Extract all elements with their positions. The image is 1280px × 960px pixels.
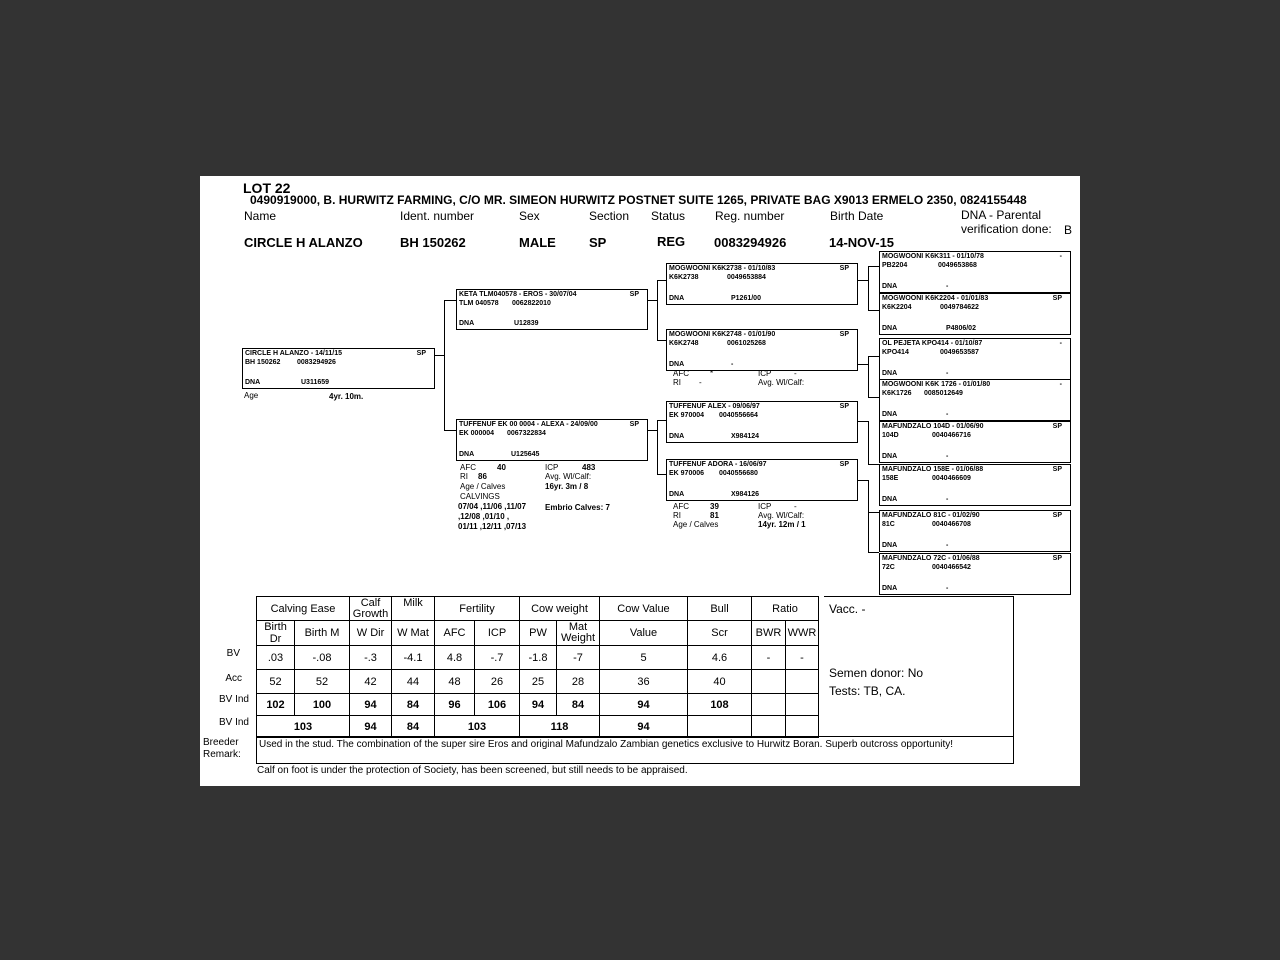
label-ident: Ident. number bbox=[400, 209, 475, 223]
dam-ri-label: RI bbox=[460, 472, 468, 481]
bv-row bbox=[257, 646, 819, 670]
acc-cell bbox=[786, 670, 819, 694]
bv-cell: -7 bbox=[557, 646, 600, 670]
box-dna-label: DNA bbox=[882, 584, 898, 592]
box-dna-value: - bbox=[946, 452, 949, 460]
box-dna-value: - bbox=[946, 410, 949, 418]
box-dna-value: P1261/00 bbox=[731, 294, 761, 302]
row-label-bv: BV bbox=[226, 648, 240, 659]
bv-cell: -.3 bbox=[350, 646, 392, 670]
sub-header-cell: WWR bbox=[786, 621, 819, 646]
box-title: MAFUNDZALO 81C - 01/02/90 bbox=[882, 512, 980, 519]
label-sex: Sex bbox=[519, 209, 540, 223]
side-panel bbox=[824, 596, 1014, 737]
box-reg: 0049653868 bbox=[938, 262, 977, 269]
sub-header-cell: Scr bbox=[688, 621, 752, 646]
box-reg: 0040466708 bbox=[932, 521, 971, 528]
pedigree-box-dam bbox=[456, 419, 648, 461]
pedigree-sheet bbox=[200, 176, 1080, 786]
sd-wcalf-label: Avg. Wl/Calf: bbox=[758, 378, 805, 387]
box-title: MOGWOONI K6K 1726 - 01/01/80 bbox=[882, 381, 991, 388]
label-section: Section bbox=[589, 209, 630, 223]
box-title: MAFUNDZALO 104D - 01/06/90 bbox=[882, 423, 984, 430]
box-ident: K6K2748 bbox=[669, 340, 699, 347]
box-dna-label: DNA bbox=[669, 360, 685, 368]
connector bbox=[444, 300, 445, 430]
sub-header-cell: Birth M bbox=[295, 621, 350, 646]
box-dna-label: DNA bbox=[882, 282, 898, 290]
pedigree-box-subject bbox=[242, 348, 435, 389]
box-section: SP bbox=[1052, 423, 1062, 430]
box-ident: BH 150262 bbox=[245, 359, 281, 366]
connector bbox=[434, 355, 444, 356]
box-title: TUFFENUF ADORA - 16/06/97 bbox=[669, 461, 767, 468]
bvind-cell: 102 bbox=[257, 694, 295, 716]
breeder-label: Breeder bbox=[203, 737, 239, 748]
box-reg: 0040466716 bbox=[932, 432, 971, 439]
dam-ri: 86 bbox=[478, 472, 487, 481]
box-dna-value: U311659 bbox=[301, 378, 330, 386]
box-dna-label: DNA bbox=[882, 410, 898, 418]
connector bbox=[647, 430, 657, 431]
box-reg: 0067322834 bbox=[507, 430, 546, 437]
dd-age-calves: 14yr. 12m / 1 bbox=[758, 520, 806, 529]
connector bbox=[868, 397, 879, 398]
connector bbox=[657, 420, 658, 474]
bvind-cell: 100 bbox=[295, 694, 350, 716]
group-calf-growth: Calf Growth bbox=[350, 597, 392, 621]
dd-afc: 39 bbox=[710, 502, 719, 511]
box-dna-value: - bbox=[946, 369, 949, 377]
bvind-group-cell: 94 bbox=[350, 716, 392, 738]
dam-afc: 40 bbox=[497, 463, 506, 472]
box-section: SP bbox=[1052, 555, 1062, 562]
box-ident: EK 000004 bbox=[459, 430, 495, 437]
pedigree-box-sire-dam bbox=[666, 329, 858, 371]
bv-cell: - bbox=[752, 646, 786, 670]
sub-header-row bbox=[257, 621, 819, 646]
dam-calvings-3: 01/11 ,12/11 ,07/13 bbox=[458, 522, 527, 531]
pedigree-box-dam-dam bbox=[666, 459, 858, 501]
connector bbox=[868, 356, 879, 357]
sd-icp: - bbox=[794, 369, 797, 378]
box-section: SP bbox=[1052, 466, 1062, 473]
box-dna-value: - bbox=[946, 282, 949, 290]
sub-header-cell: W Mat bbox=[392, 621, 435, 646]
dam-age-calves-label: Age / Calves bbox=[460, 482, 506, 491]
box-reg: 0049653884 bbox=[727, 274, 766, 281]
animal-birth: 14-NOV-15 bbox=[829, 235, 895, 250]
sub-header-cell: Birth Dr bbox=[257, 621, 295, 646]
box-reg: 0085012649 bbox=[924, 390, 963, 397]
bvind-cell: 94 bbox=[520, 694, 557, 716]
animal-status: REG bbox=[657, 234, 686, 249]
bvind-cell: 106 bbox=[475, 694, 520, 716]
connector bbox=[444, 430, 456, 431]
box-reg: 0083294926 bbox=[297, 359, 336, 366]
connector bbox=[858, 480, 868, 481]
acc-row bbox=[257, 670, 819, 694]
connector bbox=[868, 421, 869, 464]
box-dna-label: DNA bbox=[882, 541, 898, 549]
label-dna-parental: DNA - Parental bbox=[961, 208, 1042, 222]
group-milk: Milk bbox=[392, 597, 435, 621]
dam-icp-label: ICP bbox=[545, 463, 559, 472]
box-title: MAFUNDZALO 72C - 01/06/88 bbox=[882, 555, 980, 562]
box-reg: 0040556680 bbox=[719, 470, 758, 477]
pedigree-box-ggp-4 bbox=[879, 379, 1071, 421]
label-reg: Reg. number bbox=[715, 209, 785, 223]
pedigree-box-ggp-3 bbox=[879, 338, 1071, 380]
pedigree-box-ggp-7 bbox=[879, 510, 1071, 552]
bv-cell: -.7 bbox=[475, 646, 520, 670]
connector bbox=[444, 300, 456, 301]
box-title: OL PEJETA KPO414 - 01/10/87 bbox=[882, 340, 983, 347]
lot-number: LOT 22 bbox=[243, 180, 291, 196]
box-reg: 0049784622 bbox=[940, 304, 979, 311]
tests-text: Tests: TB, CA. bbox=[829, 684, 906, 698]
group-calving-ease: Calving Ease bbox=[257, 597, 350, 621]
bvind-cell: 94 bbox=[350, 694, 392, 716]
box-section: SP bbox=[839, 403, 849, 410]
connector bbox=[858, 280, 868, 281]
box-ident: EK 970006 bbox=[669, 470, 705, 477]
dd-afc-label: AFC bbox=[673, 502, 689, 511]
box-ident: EK 970004 bbox=[669, 412, 705, 419]
bv-cell: .03 bbox=[257, 646, 295, 670]
box-reg: 0061025268 bbox=[727, 340, 766, 347]
acc-cell: 52 bbox=[257, 670, 295, 694]
box-dna-value: - bbox=[946, 495, 949, 503]
box-title: MOGWOONI K6K311 - 01/10/78 bbox=[882, 253, 984, 260]
box-section: SP bbox=[1052, 295, 1062, 302]
acc-cell: 25 bbox=[520, 670, 557, 694]
box-dna-label: DNA bbox=[882, 324, 898, 332]
pedigree-box-ggp-6 bbox=[879, 464, 1071, 506]
remark-label: Remark: bbox=[203, 749, 241, 760]
bv-cell: 4.8 bbox=[435, 646, 475, 670]
row-label-bvind: BV Ind bbox=[218, 694, 249, 705]
dd-ri-label: RI bbox=[673, 511, 681, 520]
acc-cell: 42 bbox=[350, 670, 392, 694]
bvind-row bbox=[257, 694, 819, 716]
dam-afc-label: AFC bbox=[460, 463, 476, 472]
box-ident: 81C bbox=[882, 521, 895, 528]
bvind-cell: 94 bbox=[600, 694, 688, 716]
sd-afc: * bbox=[710, 369, 714, 378]
acc-cell: 52 bbox=[295, 670, 350, 694]
sub-header-cell: AFC bbox=[435, 621, 475, 646]
box-reg: 0062822010 bbox=[512, 300, 551, 307]
acc-cell: 36 bbox=[600, 670, 688, 694]
box-ident: TLM 040578 bbox=[459, 300, 499, 307]
box-section: - bbox=[1059, 381, 1062, 388]
sd-icp-label: ICP bbox=[758, 369, 772, 378]
age-label: Age bbox=[244, 391, 259, 400]
box-ident: KPO414 bbox=[882, 349, 909, 356]
vacc-text: Vacc. - bbox=[829, 602, 866, 616]
pedigree-box-ggp-8 bbox=[879, 553, 1071, 595]
box-dna-label: DNA bbox=[882, 369, 898, 377]
row-label-bvind-2: BV Ind bbox=[218, 717, 249, 728]
row-label-acc: Acc bbox=[225, 673, 242, 684]
acc-cell: 40 bbox=[688, 670, 752, 694]
dam-embrio: Embrio Calves: 7 bbox=[545, 503, 610, 512]
dd-wcalf-label: Avg. Wl/Calf: bbox=[758, 511, 805, 520]
bvind-group-cell: 103 bbox=[435, 716, 520, 738]
dam-age-calves: 16yr. 3m / 8 bbox=[545, 482, 589, 491]
box-ident: 104D bbox=[882, 432, 899, 439]
acc-cell: 26 bbox=[475, 670, 520, 694]
bv-cell: -1.8 bbox=[520, 646, 557, 670]
box-title: MOGWOONI K6K2738 - 01/10/83 bbox=[669, 265, 776, 272]
box-dna-label: DNA bbox=[245, 378, 261, 386]
bv-cell: 4.6 bbox=[688, 646, 752, 670]
connector bbox=[868, 310, 879, 311]
box-reg: 0040466542 bbox=[932, 564, 971, 571]
acc-cell: 28 bbox=[557, 670, 600, 694]
breeding-values-table bbox=[256, 596, 819, 738]
box-dna-value: P4806/02 bbox=[946, 324, 976, 332]
pedigree-box-sire-sire bbox=[666, 263, 858, 305]
animal-sex: MALE bbox=[519, 235, 556, 250]
connector bbox=[868, 266, 879, 267]
box-dna-label: DNA bbox=[669, 490, 685, 498]
group-header-row bbox=[257, 597, 819, 621]
bv-cell: 5 bbox=[600, 646, 688, 670]
bvind-group-cell: 84 bbox=[392, 716, 435, 738]
footer-note: Calf on foot is under the protection of Society, has been screened, but still needs to be appraised. bbox=[257, 765, 688, 776]
box-reg: 0040466609 bbox=[932, 475, 971, 482]
label-status: Status bbox=[651, 209, 686, 223]
bvind-group-cell bbox=[688, 716, 752, 738]
bvind-cell: 96 bbox=[435, 694, 475, 716]
group-cow-weight: Cow weight bbox=[520, 597, 600, 621]
verification-value: B bbox=[1064, 223, 1073, 237]
dam-calvings-2: ,12/08 ,01/10 , bbox=[458, 512, 510, 521]
bvind-cell: 108 bbox=[688, 694, 752, 716]
box-dna-value: U12839 bbox=[514, 319, 539, 327]
sub-header-cell: ICP bbox=[475, 621, 520, 646]
box-ident: 72C bbox=[882, 564, 895, 571]
bvind-group-cell: 118 bbox=[520, 716, 600, 738]
dd-icp-label: ICP bbox=[758, 502, 772, 511]
box-dna-value: X984126 bbox=[731, 490, 760, 498]
bv-cell: -4.1 bbox=[392, 646, 435, 670]
box-title: MOGWOONI K6K2204 - 01/01/83 bbox=[882, 295, 989, 302]
dam-calvings-1: 07/04 ,11/06 ,11/07 bbox=[458, 502, 527, 511]
connector bbox=[868, 464, 879, 465]
box-dna-value: X984124 bbox=[731, 432, 760, 440]
box-reg: 0049653587 bbox=[940, 349, 979, 356]
connector bbox=[858, 421, 868, 422]
box-ident: 158E bbox=[882, 475, 899, 482]
box-section: SP bbox=[629, 291, 639, 298]
box-dna-value: - bbox=[946, 541, 949, 549]
dam-wcalf-label: Avg. Wl/Calf: bbox=[545, 472, 592, 481]
box-dna-value: - bbox=[731, 360, 734, 368]
box-section: SP bbox=[839, 331, 849, 338]
animal-reg: 0083294926 bbox=[714, 235, 787, 250]
connector bbox=[657, 280, 658, 340]
connector bbox=[868, 480, 869, 552]
age-value: 4yr. 10m. bbox=[329, 392, 364, 401]
sub-header-cell: Value bbox=[600, 621, 688, 646]
animal-ident: BH 150262 bbox=[400, 235, 466, 250]
bvind-group-cell bbox=[786, 716, 819, 738]
remark-box bbox=[256, 736, 1014, 764]
dam-calvings-label: CALVINGS bbox=[460, 492, 500, 501]
box-section: SP bbox=[839, 461, 849, 468]
connector bbox=[647, 300, 657, 301]
bvind-group-cell bbox=[752, 716, 786, 738]
group-bull: Bull bbox=[688, 597, 752, 621]
box-title: MOGWOONI K6K2748 - 01/01/90 bbox=[669, 331, 776, 338]
sub-header-cell: BWR bbox=[752, 621, 786, 646]
acc-cell: 48 bbox=[435, 670, 475, 694]
connector bbox=[868, 512, 879, 513]
box-title: MAFUNDZALO 158E - 01/06/88 bbox=[882, 466, 984, 473]
box-section: SP bbox=[839, 265, 849, 272]
dd-age-calves-label: Age / Calves bbox=[673, 520, 719, 529]
label-name: Name bbox=[244, 209, 277, 223]
group-fertility: Fertility bbox=[435, 597, 520, 621]
box-ident: K6K2738 bbox=[669, 274, 699, 281]
box-dna-label: DNA bbox=[882, 495, 898, 503]
bv-cell: -.08 bbox=[295, 646, 350, 670]
box-dna-label: DNA bbox=[459, 450, 475, 458]
remark-text: Used in the stud. The combination of the super sire Eros and original Mafundzalo Zambian genetics exclusive to Hurwitz Boran. Superb outcross opportunity! bbox=[259, 739, 954, 750]
box-section: - bbox=[1059, 340, 1062, 347]
box-ident: K6K2204 bbox=[882, 304, 912, 311]
box-section: - bbox=[1059, 253, 1062, 260]
dam-icp: 483 bbox=[582, 463, 596, 472]
sd-afc-label: AFC bbox=[673, 369, 689, 378]
connector bbox=[868, 266, 869, 310]
box-section: SP bbox=[416, 350, 426, 357]
acc-cell: 44 bbox=[392, 670, 435, 694]
dd-icp: - bbox=[794, 502, 797, 511]
animal-section: SP bbox=[589, 235, 607, 250]
owner-line: 0490919000, B. HURWITZ FARMING, C/O MR. SIMEON HURWITZ POSTNET SUITE 1265, PRIVATE BAG X9013 ERMELO 2350, 0824155448 bbox=[250, 193, 1027, 207]
box-section: SP bbox=[1052, 512, 1062, 519]
bvind-group-row bbox=[257, 716, 819, 738]
box-dna-value: U125645 bbox=[511, 450, 540, 458]
box-title: KETA TLM040578 - EROS - 30/07/04 bbox=[459, 291, 577, 298]
semen-donor-text: Semen donor: No bbox=[829, 666, 924, 680]
pedigree-box-sire bbox=[456, 289, 648, 330]
animal-name: CIRCLE H ALANZO bbox=[244, 235, 363, 250]
box-section: SP bbox=[629, 421, 639, 428]
box-title: TUFFENUF EK 00 0004 - ALEXA - 24/09/00 bbox=[459, 421, 598, 428]
sub-header-cell: Mat Weight bbox=[557, 621, 600, 646]
box-dna-value: - bbox=[946, 584, 949, 592]
pedigree-box-dam-sire bbox=[666, 401, 858, 443]
bv-cell: - bbox=[786, 646, 819, 670]
label-verification: verification done: bbox=[961, 222, 1052, 236]
sub-header-cell: PW bbox=[520, 621, 557, 646]
box-dna-label: DNA bbox=[459, 319, 475, 327]
connector bbox=[868, 552, 879, 553]
pedigree-box-ggp-2 bbox=[879, 293, 1071, 335]
bvind-cell: 84 bbox=[557, 694, 600, 716]
acc-cell bbox=[752, 670, 786, 694]
box-title: CIRCLE H ALANZO - 14/11/15 bbox=[245, 350, 342, 357]
box-title: TUFFENUF ALEX - 09/06/97 bbox=[669, 403, 760, 410]
box-ident: PB2204 bbox=[882, 262, 908, 269]
label-birth: Birth Date bbox=[830, 209, 884, 223]
box-reg: 0040556664 bbox=[719, 412, 758, 419]
box-dna-label: DNA bbox=[669, 432, 685, 440]
box-dna-label: DNA bbox=[882, 452, 898, 460]
sd-ri: - bbox=[699, 378, 702, 387]
pedigree-box-ggp-5 bbox=[879, 421, 1071, 463]
bvind-group-cell: 103 bbox=[257, 716, 350, 738]
box-dna-label: DNA bbox=[669, 294, 685, 302]
bvind-cell: 84 bbox=[392, 694, 435, 716]
connector bbox=[868, 356, 869, 397]
group-ratio: Ratio bbox=[752, 597, 819, 621]
bvind-cell bbox=[786, 694, 819, 716]
bvind-group-cell: 94 bbox=[600, 716, 688, 738]
group-cow-value: Cow Value bbox=[600, 597, 688, 621]
sub-header-cell: W Dir bbox=[350, 621, 392, 646]
pedigree-box-ggp-1 bbox=[879, 251, 1071, 293]
box-ident: K6K1726 bbox=[882, 390, 912, 397]
bvind-cell bbox=[752, 694, 786, 716]
connector bbox=[858, 364, 868, 365]
sd-ri-label: RI bbox=[673, 378, 681, 387]
dd-ri: 81 bbox=[710, 511, 719, 520]
